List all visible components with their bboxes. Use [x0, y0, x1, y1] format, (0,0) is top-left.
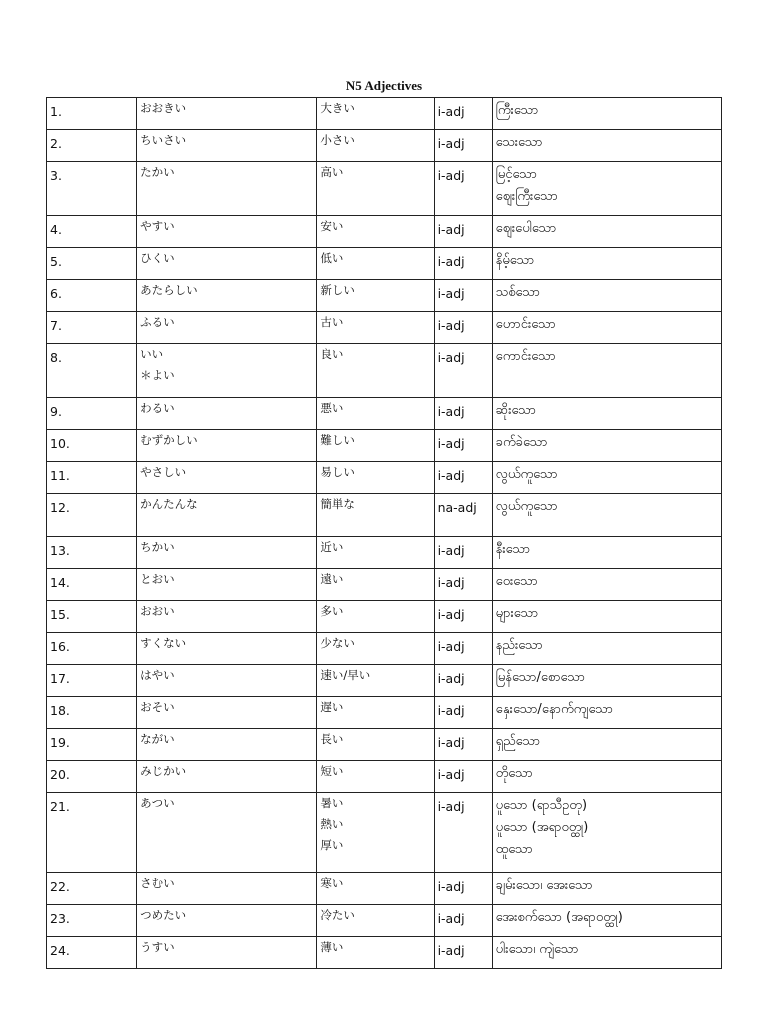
row-number: 13.	[50, 543, 70, 558]
adjective-type: i-adj	[437, 168, 465, 183]
table-row	[47, 312, 722, 344]
adjective-type: i-adj	[437, 350, 465, 365]
myanmar-meaning: ဝေးသော	[495, 574, 538, 589]
table-row	[47, 793, 722, 873]
myanmar-meaning: များသော	[495, 606, 539, 621]
myanmar-meaning: ရှည်သော	[495, 734, 541, 749]
kanji-word-cell	[317, 537, 434, 569]
adjective-type: i-adj	[437, 318, 465, 333]
row-number-cell	[47, 873, 137, 905]
row-number-cell	[47, 312, 137, 344]
kanji-word: 難しい	[320, 433, 355, 447]
kana-reading: おおい	[140, 604, 175, 618]
adjective-type: i-adj	[437, 767, 465, 782]
kana-reading: むずかしい	[140, 433, 198, 447]
table-row	[47, 761, 722, 793]
myanmar-meaning-cell	[492, 537, 721, 569]
kanji-word-cell	[317, 494, 434, 537]
myanmar-meaning-cell	[492, 873, 721, 905]
kana-reading: ちかい	[140, 540, 175, 554]
adjective-type-cell	[434, 280, 492, 312]
kanji-word-cell	[317, 761, 434, 793]
kana-reading-cell	[137, 937, 317, 969]
kanji-word: 近い	[320, 540, 344, 554]
adjective-type-cell	[434, 130, 492, 162]
table-row	[47, 162, 722, 216]
kana-reading: あつい	[140, 796, 175, 810]
adjective-type: i-adj	[437, 468, 465, 483]
myanmar-meaning-cell	[492, 344, 721, 398]
adjective-type-cell	[434, 697, 492, 729]
row-number-cell	[47, 761, 137, 793]
myanmar-meaning-cell	[492, 280, 721, 312]
row-number-cell	[47, 280, 137, 312]
adjective-type-cell	[434, 665, 492, 697]
kana-reading: はやい	[140, 668, 175, 682]
adjective-type: i-adj	[437, 136, 465, 151]
kanji-word: 簡単な	[320, 497, 355, 511]
row-number: 15.	[50, 607, 70, 622]
kanji-word: 厚い	[320, 838, 344, 852]
adjective-type-cell	[434, 873, 492, 905]
kanji-word: 熱い	[320, 817, 344, 831]
kanji-word-cell	[317, 130, 434, 162]
myanmar-meaning: ထူသော	[495, 842, 533, 857]
myanmar-meaning-cell	[492, 569, 721, 601]
adjective-type-cell	[434, 216, 492, 248]
kanji-word: 少ない	[320, 636, 355, 650]
adjective-type-cell	[434, 398, 492, 430]
myanmar-meaning: အေးစက်သော (အရာဝတ္ထု)	[495, 910, 623, 925]
kana-reading: いい	[140, 347, 164, 361]
kanji-word-cell	[317, 937, 434, 969]
kana-reading-cell	[137, 601, 317, 633]
kana-reading-cell	[137, 537, 317, 569]
row-number-cell	[47, 569, 137, 601]
table-row	[47, 462, 722, 494]
myanmar-meaning-cell	[492, 793, 721, 873]
row-number: 4.	[50, 222, 62, 237]
kanji-word: 大きい	[320, 101, 355, 115]
myanmar-meaning: ပါးသော၊ ကျဲသော	[495, 942, 579, 957]
kanji-word-cell	[317, 697, 434, 729]
kanji-word: 易しい	[320, 465, 355, 479]
adjective-type: i-adj	[437, 543, 465, 558]
myanmar-meaning-cell	[492, 162, 721, 216]
myanmar-meaning: ပူသော (ရာသီဥတု)	[495, 798, 588, 813]
row-number-cell	[47, 248, 137, 280]
kanji-word: 長い	[320, 732, 344, 746]
adjective-type-cell	[434, 937, 492, 969]
kanji-word: 遠い	[320, 572, 344, 586]
row-number-cell	[47, 633, 137, 665]
myanmar-meaning: ဟောင်းသော	[495, 317, 556, 332]
kana-reading-cell	[137, 216, 317, 248]
row-number: 5.	[50, 254, 62, 269]
kana-reading: かんたんな	[140, 497, 198, 511]
kanji-word-cell	[317, 633, 434, 665]
kanji-word-cell	[317, 280, 434, 312]
kanji-word: 低い	[320, 251, 344, 265]
adjective-type: i-adj	[437, 911, 465, 926]
row-number-cell	[47, 537, 137, 569]
kanji-word-cell	[317, 462, 434, 494]
adjective-type-cell	[434, 793, 492, 873]
adjective-type: i-adj	[437, 799, 465, 814]
adjective-type-cell	[434, 430, 492, 462]
adjective-type: i-adj	[437, 436, 465, 451]
kana-reading: ながい	[140, 732, 175, 746]
adjective-type: i-adj	[437, 104, 465, 119]
kanji-word: 暑い	[320, 796, 344, 810]
kanji-word: 小さい	[320, 133, 355, 147]
myanmar-meaning-cell	[492, 398, 721, 430]
row-number-cell	[47, 697, 137, 729]
kana-reading: ＊よい	[140, 368, 175, 382]
adjective-type: i-adj	[437, 222, 465, 237]
adjective-type: i-adj	[437, 735, 465, 750]
kanji-word-cell	[317, 905, 434, 937]
kana-reading-cell	[137, 697, 317, 729]
kana-reading-cell	[137, 462, 317, 494]
row-number: 24.	[50, 943, 70, 958]
table-row	[47, 248, 722, 280]
kana-reading-cell	[137, 130, 317, 162]
myanmar-meaning: ဆိုးသော	[495, 403, 536, 418]
row-number-cell	[47, 729, 137, 761]
kana-reading: ちいさい	[140, 133, 187, 147]
row-number: 9.	[50, 404, 62, 419]
adjective-type: i-adj	[437, 639, 465, 654]
kanji-word: 速い/早い	[320, 668, 371, 682]
kanji-word-cell	[317, 312, 434, 344]
myanmar-meaning: သေးသော	[495, 135, 543, 150]
row-number-cell	[47, 430, 137, 462]
myanmar-meaning-cell	[492, 905, 721, 937]
row-number: 6.	[50, 286, 62, 301]
row-number-cell	[47, 216, 137, 248]
vocabulary-table-body	[47, 98, 722, 969]
kana-reading-cell	[137, 494, 317, 537]
myanmar-meaning-cell	[492, 761, 721, 793]
table-row	[47, 98, 722, 130]
adjective-type: i-adj	[437, 607, 465, 622]
row-number-cell	[47, 130, 137, 162]
kana-reading-cell	[137, 162, 317, 216]
kanji-word: 新しい	[320, 283, 355, 297]
kanji-word-cell	[317, 793, 434, 873]
adjective-type-cell	[434, 905, 492, 937]
kana-reading-cell	[137, 793, 317, 873]
row-number: 12.	[50, 500, 70, 515]
kana-reading-cell	[137, 729, 317, 761]
myanmar-meaning: တိုသော	[495, 766, 533, 781]
myanmar-meaning-cell	[492, 130, 721, 162]
row-number-cell	[47, 905, 137, 937]
kana-reading-cell	[137, 665, 317, 697]
table-row	[47, 430, 722, 462]
myanmar-meaning-cell	[492, 633, 721, 665]
myanmar-meaning-cell	[492, 697, 721, 729]
kana-reading-cell	[137, 569, 317, 601]
row-number: 8.	[50, 350, 62, 365]
kana-reading: さむい	[140, 876, 175, 890]
myanmar-meaning-cell	[492, 937, 721, 969]
row-number: 2.	[50, 136, 62, 151]
kana-reading: やすい	[140, 219, 175, 233]
kanji-word: 短い	[320, 764, 344, 778]
adjective-type-cell	[434, 248, 492, 280]
row-number: 21.	[50, 799, 70, 814]
table-row	[47, 216, 722, 248]
kanji-word-cell	[317, 569, 434, 601]
adjective-type-cell	[434, 537, 492, 569]
row-number-cell	[47, 494, 137, 537]
kana-reading: とおい	[140, 572, 175, 586]
adjective-type-cell	[434, 729, 492, 761]
myanmar-meaning: နှေးသော/နောက်ကျသော	[495, 702, 613, 717]
kanji-word: 安い	[320, 219, 344, 233]
row-number: 7.	[50, 318, 62, 333]
table-row	[47, 569, 722, 601]
kana-reading-cell	[137, 905, 317, 937]
kana-reading-cell	[137, 98, 317, 130]
adjective-type: i-adj	[437, 404, 465, 419]
kanji-word: 遅い	[320, 700, 344, 714]
table-row	[47, 873, 722, 905]
myanmar-meaning-cell	[492, 430, 721, 462]
adjective-type-cell	[434, 462, 492, 494]
kana-reading: わるい	[140, 401, 175, 415]
kanji-word-cell	[317, 344, 434, 398]
row-number: 23.	[50, 911, 70, 926]
myanmar-meaning-cell	[492, 729, 721, 761]
kana-reading-cell	[137, 248, 317, 280]
adjective-type-cell	[434, 494, 492, 537]
row-number: 10.	[50, 436, 70, 451]
table-row	[47, 537, 722, 569]
myanmar-meaning: မြန်သော/စောသော	[495, 670, 586, 685]
kanji-word: 冷たい	[320, 908, 355, 922]
kana-reading: あたらしい	[140, 283, 198, 297]
table-row	[47, 601, 722, 633]
kana-reading: すくない	[140, 636, 187, 650]
myanmar-meaning: သစ်သော	[495, 285, 540, 300]
row-number-cell	[47, 793, 137, 873]
myanmar-meaning: ဈေးပေါသော	[495, 221, 557, 236]
table-row	[47, 130, 722, 162]
kana-reading: おそい	[140, 700, 175, 714]
kana-reading: ふるい	[140, 315, 175, 329]
myanmar-meaning: ပူသော (အရာဝတ္ထု)	[495, 820, 589, 835]
kanji-word: 多い	[320, 604, 344, 618]
adjective-type: i-adj	[437, 254, 465, 269]
myanmar-meaning-cell	[492, 601, 721, 633]
myanmar-meaning-cell	[492, 312, 721, 344]
table-row	[47, 398, 722, 430]
vocabulary-table	[46, 97, 722, 969]
table-row	[47, 280, 722, 312]
adjective-type: i-adj	[437, 286, 465, 301]
table-row	[47, 697, 722, 729]
kana-reading-cell	[137, 280, 317, 312]
table-row	[47, 937, 722, 969]
adjective-type: i-adj	[437, 671, 465, 686]
myanmar-meaning-cell	[492, 462, 721, 494]
table-row	[47, 633, 722, 665]
row-number-cell	[47, 398, 137, 430]
row-number: 22.	[50, 879, 70, 894]
adjective-type-cell	[434, 601, 492, 633]
row-number-cell	[47, 344, 137, 398]
row-number-cell	[47, 665, 137, 697]
adjective-type-cell	[434, 98, 492, 130]
row-number: 17.	[50, 671, 70, 686]
row-number: 20.	[50, 767, 70, 782]
kanji-word-cell	[317, 398, 434, 430]
kanji-word: 薄い	[320, 940, 344, 954]
myanmar-meaning-cell	[492, 494, 721, 537]
kanji-word-cell	[317, 162, 434, 216]
adjective-type: i-adj	[437, 943, 465, 958]
kanji-word: 寒い	[320, 876, 344, 890]
table-row	[47, 344, 722, 398]
kanji-word-cell	[317, 430, 434, 462]
table-row	[47, 665, 722, 697]
myanmar-meaning-cell	[492, 216, 721, 248]
myanmar-meaning: နိမ့်သော	[495, 253, 535, 268]
myanmar-meaning: ခက်ခဲသော	[495, 435, 548, 450]
myanmar-meaning-cell	[492, 665, 721, 697]
myanmar-meaning: ကောင်းသော	[495, 349, 556, 364]
row-number: 19.	[50, 735, 70, 750]
adjective-type: i-adj	[437, 703, 465, 718]
myanmar-meaning-cell	[492, 98, 721, 130]
row-number: 16.	[50, 639, 70, 654]
kana-reading: やさしい	[140, 465, 187, 479]
kana-reading: ひくい	[140, 251, 175, 265]
kanji-word: 悪い	[320, 401, 344, 415]
adjective-type: na-adj	[437, 500, 477, 515]
document-title: N5 Adjectives	[345, 78, 423, 93]
kanji-word-cell	[317, 601, 434, 633]
kana-reading-cell	[137, 398, 317, 430]
adjective-type: i-adj	[437, 879, 465, 894]
myanmar-meaning: နီးသော	[495, 542, 531, 557]
kana-reading-cell	[137, 312, 317, 344]
kanji-word-cell	[317, 248, 434, 280]
myanmar-meaning-cell	[492, 248, 721, 280]
table-row	[47, 905, 722, 937]
table-row	[47, 494, 722, 537]
row-number-cell	[47, 462, 137, 494]
myanmar-meaning: ကြီးသော	[495, 103, 539, 118]
myanmar-meaning: လွယ်ကူသော	[495, 467, 558, 482]
kana-reading-cell	[137, 430, 317, 462]
adjective-type: i-adj	[437, 575, 465, 590]
kana-reading-cell	[137, 633, 317, 665]
myanmar-meaning: ဈေးကြီးသော	[495, 189, 558, 204]
row-number: 18.	[50, 703, 70, 718]
kana-reading: たかい	[140, 165, 175, 179]
row-number-cell	[47, 601, 137, 633]
row-number-cell	[47, 98, 137, 130]
row-number: 14.	[50, 575, 70, 590]
kanji-word-cell	[317, 98, 434, 130]
kanji-word-cell	[317, 216, 434, 248]
myanmar-meaning: မြင့်သော	[495, 167, 537, 182]
row-number: 3.	[50, 168, 62, 183]
kana-reading-cell	[137, 344, 317, 398]
adjective-type-cell	[434, 162, 492, 216]
row-number-cell	[47, 162, 137, 216]
myanmar-meaning: ချမ်းသော၊ အေးသော	[495, 878, 593, 893]
kanji-word-cell	[317, 665, 434, 697]
adjective-type-cell	[434, 569, 492, 601]
kana-reading: おおきい	[140, 101, 187, 115]
myanmar-meaning: လွယ်ကူသော	[495, 499, 558, 514]
kana-reading-cell	[137, 761, 317, 793]
kana-reading-cell	[137, 873, 317, 905]
myanmar-meaning: နည်းသော	[495, 638, 543, 653]
row-number: 1.	[50, 104, 62, 119]
adjective-type-cell	[434, 761, 492, 793]
adjective-type-cell	[434, 312, 492, 344]
adjective-type-cell	[434, 633, 492, 665]
kanji-word-cell	[317, 873, 434, 905]
kanji-word: 古い	[320, 315, 344, 329]
kanji-word: 高い	[320, 165, 344, 179]
kana-reading: つめたい	[140, 908, 187, 922]
kanji-word-cell	[317, 729, 434, 761]
kana-reading: みじかい	[140, 764, 187, 778]
adjective-type-cell	[434, 344, 492, 398]
kana-reading: うすい	[140, 940, 175, 954]
row-number-cell	[47, 937, 137, 969]
table-row	[47, 729, 722, 761]
kanji-word: 良い	[320, 347, 344, 361]
row-number: 11.	[50, 468, 70, 483]
